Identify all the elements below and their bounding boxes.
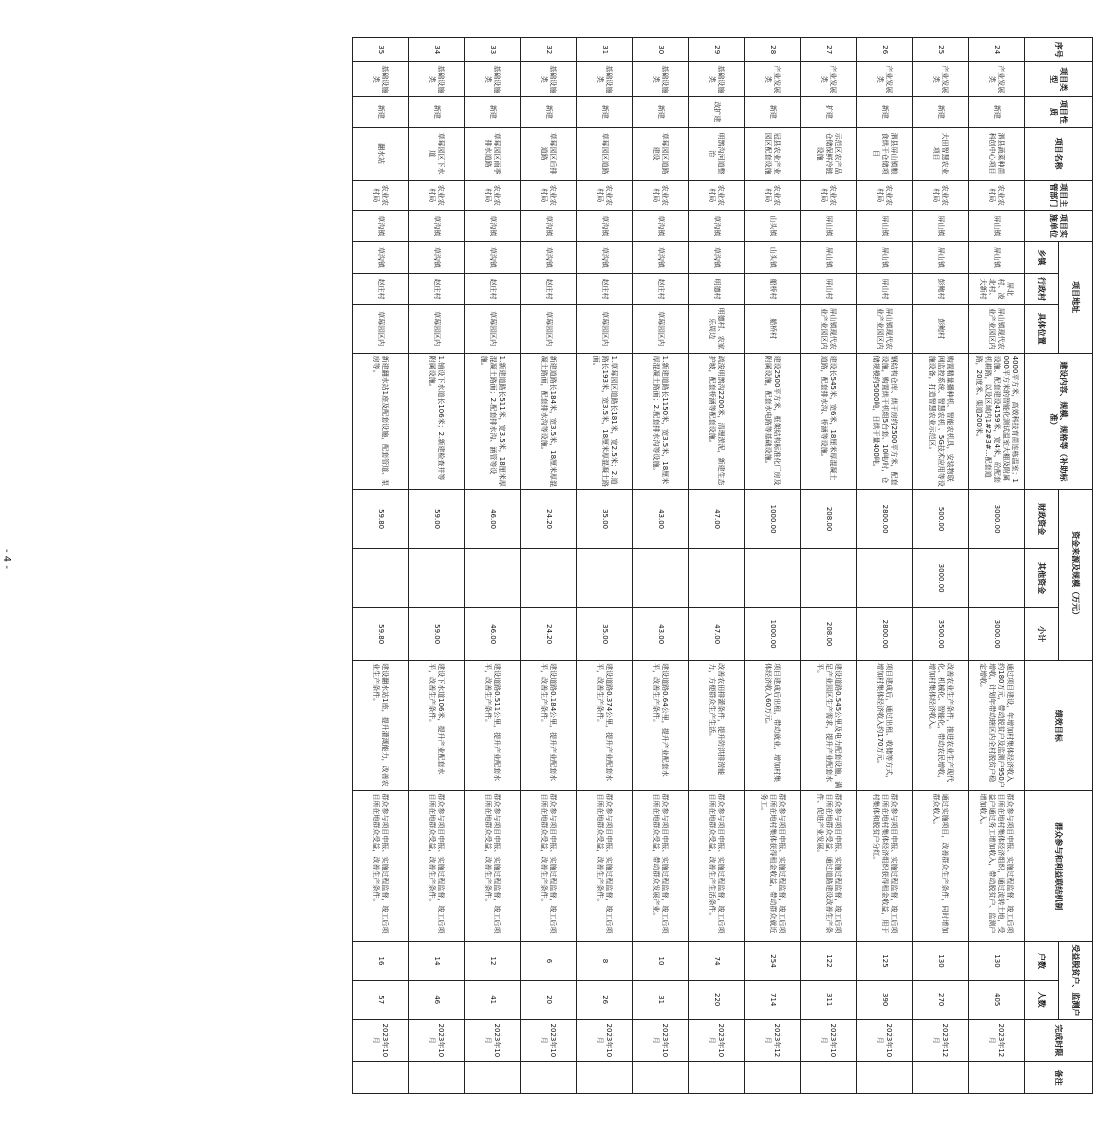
cell-households: 125 (857, 942, 913, 981)
cell-people: 220 (689, 980, 745, 1019)
cell-impl: 屏山镇 (913, 211, 969, 242)
cell-impl: 屏山镇 (857, 211, 913, 242)
cell-content: 购置精量播种机、智能农机具，安装物联网监控系统、智慧农机 、5G技术应用等设施设备，打造智慧农业示范区。 (913, 353, 969, 489)
cell-other (857, 549, 913, 608)
cell-total: 47.00 (689, 608, 745, 661)
cell-mechanism: 群众参与项目申报、实施过程监督，竣工后项目所在地群众受益，通过道路建设改善生产条件、促进产业发展。 (801, 791, 857, 942)
cell-village: 明德村 (689, 274, 745, 305)
cell-name: 草莓园区下水道 (409, 127, 465, 180)
cell-people: 57 (353, 980, 409, 1019)
cell-people: 405 (969, 980, 1025, 1019)
cell-dept: 农业农村局 (969, 180, 1025, 211)
cell-village: 屏北村、凌北村、大新村 (969, 274, 1025, 305)
cell-seq: 25 (913, 38, 969, 62)
cell-nature: 新建 (353, 97, 409, 128)
cell-completion: 2023年10月 (521, 1019, 577, 1062)
header-nature: 项目性质 (1025, 97, 1093, 128)
cell-fiscal: 2800.00 (857, 490, 913, 549)
cell-village: 赵庄村 (577, 274, 633, 305)
table-row (801, 38, 857, 1094)
cell-content: 1.铺设下水道长106米；2.新建检查井等附属设施。 (409, 353, 465, 489)
cell-remark (689, 1062, 745, 1094)
cell-village: 屏山村 (857, 274, 913, 305)
cell-village: 赵庄村 (465, 274, 521, 305)
cell-people: 46 (409, 980, 465, 1019)
cell-remark (465, 1062, 521, 1094)
cell-name: 草莓园区后排道路 (521, 127, 577, 180)
cell-other (633, 549, 689, 608)
page-number: - 4 - (1, 549, 12, 569)
header-goal: 绩效目标 (1025, 661, 1093, 791)
table-body (353, 38, 1025, 1094)
cell-mechanism: 群众参与项目申报、实施过程监督，竣工后项目所在地村集体经济组织，通过流转土地，受益户通过务工增加收入，带动脱贫户、监测户增加收入。 (969, 791, 1025, 942)
cell-town: 草沟镇 (409, 241, 465, 274)
cell-remark (409, 1062, 465, 1094)
cell-content: 1.新建道路长511米，宽3.5米，18厘米厚混凝土路面；2.配套排水沟、涵管等设施。 (465, 353, 521, 489)
cell-fiscal: 46.00 (465, 490, 521, 549)
header-dept: 项目主管部门 (1025, 180, 1093, 211)
cell-completion: 2023年10月 (689, 1019, 745, 1062)
cell-seq: 26 (857, 38, 913, 62)
cell-mechanism: 群众参与项目申报、实施过程监督，竣工后项目所在地群众受益，改善生产条件。 (409, 791, 465, 942)
cell-people: 311 (801, 980, 857, 1019)
table-row (745, 38, 801, 1094)
cell-goal: 通过项目建设，年增加村集体经济收入约180万元，带动脱贫户及监测户950户增收，计划年带动辖区内全村脱贫户稳定增收。 (969, 661, 1025, 791)
cell-fiscal: 59.80 (353, 490, 409, 549)
header-completion: 完成时限 (1025, 1019, 1093, 1062)
cell-total: 1000.00 (745, 608, 801, 661)
cell-village: 赵庄村 (633, 274, 689, 305)
cell-fiscal: 500.00 (913, 490, 969, 549)
cell-nature: 新建 (577, 97, 633, 128)
cell-mechanism: 群众参与项目申报、实施过程监督，竣工后项目所在地群众受益，改善生产条件。 (353, 791, 409, 942)
cell-other (745, 549, 801, 608)
cell-other: 3000.00 (913, 549, 969, 608)
table-row (913, 38, 969, 1094)
cell-type: 产业发展类 (969, 62, 1025, 97)
cell-type: 基础设施类 (465, 62, 521, 97)
cell-dept: 农业农村局 (353, 180, 409, 211)
cell-nature: 新建 (857, 97, 913, 128)
cell-goal: 项目建成后，通过出租、收储等方式，增加村集体经济收入约170万元。 (857, 661, 913, 791)
cell-people: 390 (857, 980, 913, 1019)
cell-content: 1.新建道路长1150米，宽3.5米，18厘米厚混凝土路面；2.配套排水沟等设施。 (633, 353, 689, 489)
cell-other (409, 549, 465, 608)
cell-remark (913, 1062, 969, 1094)
cell-fiscal: 47.00 (689, 490, 745, 549)
cell-name: 泗县屏山镇粮食烘干仓储项目 (857, 127, 913, 180)
cell-completion: 2023年10月 (353, 1019, 409, 1062)
header-content: 建设内容、规模、规格等（补助标准） (1025, 353, 1093, 489)
header-remark: 备注 (1025, 1062, 1093, 1094)
cell-goal: 建设下水道106米，提升产业配套水平，改善生产条件。 (409, 661, 465, 791)
cell-type: 产业发展类 (857, 62, 913, 97)
cell-site: 屏山镇现代农业产业园区内 (857, 304, 913, 353)
cell-seq: 33 (465, 38, 521, 62)
header-impl: 项目实施单位 (1025, 211, 1093, 242)
cell-remark (577, 1062, 633, 1094)
cell-impl: 草沟镇 (353, 211, 409, 242)
cell-nature: 新建 (521, 97, 577, 128)
cell-people: 31 (633, 980, 689, 1019)
cell-name: 草莓园区道路 (577, 127, 633, 180)
cell-completion: 2023年12月 (745, 1019, 801, 1062)
cell-content: 4000平方米，高效科技育苗连栋温室；1000平方米的智能化测试温室大棚及附属设施、配套建设4159米，宽4米，砼配套机耕路，以及区域内1#2#3#…配套道路，20度米、渠道200米。 (969, 353, 1025, 489)
cell-nature: 扩建 (801, 97, 857, 128)
header-row-1 (1059, 38, 1093, 1094)
cell-mechanism: 群众参与项目申报、实施过程监督，竣工后项目所在地村集体获得租金收益，带动群众就近务工。 (745, 791, 801, 942)
cell-seq: 32 (521, 38, 577, 62)
cell-mechanism: 群众参与项目申报、实施过程监督，竣工后项目所在地群众受益，改善生产条件。 (577, 791, 633, 942)
cell-site: 屏山镇现代农业产业园区内 (969, 304, 1025, 353)
cell-dept: 农业农村局 (857, 180, 913, 211)
cell-completion: 2023年10月 (801, 1019, 857, 1062)
cell-dept: 农业农村局 (745, 180, 801, 211)
cell-town: 草沟镇 (577, 241, 633, 274)
header-funds: 资金来源及规模（万元） (1059, 490, 1093, 661)
cell-fiscal: 43.00 (633, 490, 689, 549)
cell-impl: 山头镇 (745, 211, 801, 242)
cell-completion: 2023年12月 (969, 1019, 1025, 1062)
cell-impl: 草沟镇 (521, 211, 577, 242)
cell-total: 46.00 (465, 608, 521, 661)
cell-seq: 35 (353, 38, 409, 62)
cell-remark (745, 1062, 801, 1094)
cell-goal: 改善农业生产条件，推进农业生产现代化、机械化、智能化，带动农民增收，增加村集体经济收入。 (913, 661, 969, 791)
cell-goal: 建设翻水站1座，提升灌溉能力，改善农业生产条件。 (353, 661, 409, 791)
cell-households: 14 (409, 942, 465, 981)
header-location: 项目地址 (1059, 241, 1093, 353)
cell-mechanism: 群众参与项目申报、实施过程监督，竣工后项目所在地村集体经济组织获得租金收益，用于村集体和脱贫户分红。 (857, 791, 913, 942)
header-seq: 序号 (1025, 38, 1093, 62)
cell-town: 山头镇 (745, 241, 801, 274)
header-town: 乡镇 (1025, 241, 1059, 274)
cell-other (353, 549, 409, 608)
cell-type: 产业发展类 (801, 62, 857, 97)
cell-dept: 农业农村局 (801, 180, 857, 211)
cell-type: 基础设施类 (409, 62, 465, 97)
cell-households: 130 (969, 942, 1025, 981)
cell-total: 59.00 (409, 608, 465, 661)
cell-content: 疏浚明鹊沟2200米，清理淤泥，新建生态护坡，配套桥涵等配套设施。 (689, 353, 745, 489)
cell-impl: 草沟镇 (465, 211, 521, 242)
cell-name: 示范区农产品仓储保鲜冷链设施 (801, 127, 857, 180)
cell-seq: 24 (969, 38, 1025, 62)
cell-name: 明鹊沟河道整治 (689, 127, 745, 180)
cell-fiscal: 35.00 (577, 490, 633, 549)
header-beneficiary: 受益脱贫户、监测户 (1059, 942, 1093, 1019)
cell-households: 130 (913, 942, 969, 981)
header-other: 其他资金 (1025, 549, 1059, 608)
cell-village: 赵庄村 (353, 274, 409, 305)
cell-type: 基础设施类 (577, 62, 633, 97)
cell-type: 基础设施类 (521, 62, 577, 97)
cell-nature: 新建 (745, 97, 801, 128)
cell-dept: 农业农村局 (521, 180, 577, 211)
cell-mechanism: 群众参与项目申报、实施过程监督，竣工后项目所在地群众受益，改善生产条件。 (465, 791, 521, 942)
header-name: 项目名称 (1025, 127, 1093, 180)
cell-other (521, 549, 577, 608)
cell-name: 冠县农业产业园区配套设施 (745, 127, 801, 180)
cell-goal: 改善农田排灌条件，提升防洪排涝能力，方便群众生产生活。 (689, 661, 745, 791)
cell-site: 草莓园区内 (521, 304, 577, 353)
cell-remark (633, 1062, 689, 1094)
cell-town: 屏山镇 (857, 241, 913, 274)
cell-total: 35.00 (577, 608, 633, 661)
cell-village: 船桥村 (745, 274, 801, 305)
cell-households: 6 (521, 942, 577, 981)
table-row (353, 38, 409, 1094)
cell-impl: 屏山镇 (801, 211, 857, 242)
cell-remark (857, 1062, 913, 1094)
cell-mechanism: 群众参与项目申报、实施过程监督，竣工后项目所在地群众受益，带动群众发展产业。 (633, 791, 689, 942)
cell-nature: 新建 (409, 97, 465, 128)
cell-total: 3000.00 (969, 608, 1025, 661)
table-row (969, 38, 1025, 1094)
cell-other (689, 549, 745, 608)
cell-name: 泗县蔬菜种苗科创中心项目 (969, 127, 1025, 180)
cell-type: 基础设施类 (353, 62, 409, 97)
cell-content: 建设长545米，宽6米，18厘米厚混凝土道路，配套排水沟、桥涵等设施。 (801, 353, 857, 489)
cell-households: 10 (633, 942, 689, 981)
cell-town: 草沟镇 (633, 241, 689, 274)
cell-impl: 草沟镇 (409, 211, 465, 242)
cell-completion: 2023年10月 (465, 1019, 521, 1062)
cell-nature: 新建 (969, 97, 1025, 128)
cell-content: 新建翻水站1座及配套设施，配套管道、泵房等。 (353, 353, 409, 489)
header-total: 小计 (1025, 608, 1059, 661)
cell-remark (521, 1062, 577, 1094)
cell-people: 41 (465, 980, 521, 1019)
cell-town: 草沟镇 (521, 241, 577, 274)
cell-completion: 2023年10月 (633, 1019, 689, 1062)
cell-mechanism: 群众参与项目申报、实施过程监督，竣工后项目所在地群众受益，改善生产生活条件。 (689, 791, 745, 942)
cell-site: 草莓园区内 (577, 304, 633, 353)
cell-name: 草莓园区道路建设 (633, 127, 689, 180)
cell-completion: 2023年10月 (409, 1019, 465, 1062)
cell-site: 草莓园区内 (353, 304, 409, 353)
cell-other (465, 549, 521, 608)
cell-other (577, 549, 633, 608)
cell-type: 基础设施类 (633, 62, 689, 97)
table-row (633, 38, 689, 1094)
cell-households: 122 (801, 942, 857, 981)
cell-fiscal: 1000.00 (745, 490, 801, 549)
cell-dept: 农业农村局 (465, 180, 521, 211)
cell-town: 屏山镇 (801, 241, 857, 274)
cell-site: 彭鲍村 (913, 304, 969, 353)
cell-content: 新建道路长184米，宽3.5米，18厘米厚混凝土路面，配套排水沟等设施。 (521, 353, 577, 489)
cell-impl: 屏山镇 (969, 211, 1025, 242)
cell-goal: 项目建成后出租，带动就业，增加村集体经济收入60万元。 (745, 661, 801, 791)
cell-site: 草莓园区内 (633, 304, 689, 353)
cell-nature: 新建 (465, 97, 521, 128)
cell-total: 3500.00 (913, 608, 969, 661)
cell-remark (801, 1062, 857, 1094)
cell-goal: 建设道路0.184公里，提升产业配套水平，改善生产条件。 (521, 661, 577, 791)
header-mechanism: 群众参与和利益联结机制 (1025, 791, 1093, 942)
cell-dept: 农业农村局 (577, 180, 633, 211)
cell-people: 714 (745, 980, 801, 1019)
cell-people: 20 (521, 980, 577, 1019)
cell-households: 254 (745, 942, 801, 981)
cell-fiscal: 208.00 (801, 490, 857, 549)
cell-total: 43.00 (633, 608, 689, 661)
cell-seq: 28 (745, 38, 801, 62)
cell-name: 草莓园区雨季排水道路 (465, 127, 521, 180)
header-type: 项目类型 (1025, 62, 1093, 97)
cell-name: 大田智慧农业项目 (913, 127, 969, 180)
cell-type: 产业发展类 (913, 62, 969, 97)
table-row (689, 38, 745, 1094)
table-row (577, 38, 633, 1094)
cell-households: 16 (353, 942, 409, 981)
cell-mechanism: 群众参与项目申报、实施过程监督，竣工后项目所在地群众受益，改善生产条件。 (521, 791, 577, 942)
cell-content: 钢结构仓库、烘干房约2500平方米，配套设施，购置烘干机组5台套、10吨/时，仓储规模约5000吨，日烘干量400吨。 (857, 353, 913, 489)
cell-seq: 27 (801, 38, 857, 62)
header-village: 行政村 (1025, 274, 1059, 305)
cell-remark (353, 1062, 409, 1094)
cell-seq: 30 (633, 38, 689, 62)
cell-town: 屏山镇 (969, 241, 1025, 274)
cell-households: 8 (577, 942, 633, 981)
cell-content: 1.草莓园区道路长181米，宽2.5米；2.道路长193米，宽3.5米，18厘米厚混凝土路面。 (577, 353, 633, 489)
cell-site: 明德村、农家乐周边 (689, 304, 745, 353)
header-households: 户数 (1025, 942, 1059, 981)
cell-total: 24.20 (521, 608, 577, 661)
table-row (465, 38, 521, 1094)
cell-other (969, 549, 1025, 608)
cell-town: 草沟镇 (689, 241, 745, 274)
cell-mechanism: 通过实施项目，改善群众生产条件，同时增加群众收入。 (913, 791, 969, 942)
cell-type: 基础设施类 (689, 62, 745, 97)
cell-site: 船桥村 (745, 304, 801, 353)
rotated-table-container (372, 37, 1093, 1094)
cell-impl: 草沟镇 (689, 211, 745, 242)
cell-dept: 农业农村局 (913, 180, 969, 211)
cell-impl: 草沟镇 (577, 211, 633, 242)
cell-village: 赵庄村 (521, 274, 577, 305)
cell-name: 翻水站 (353, 127, 409, 180)
cell-completion: 2023年10月 (857, 1019, 913, 1062)
cell-dept: 农业农村局 (409, 180, 465, 211)
header-fiscal: 财政资金 (1025, 490, 1059, 549)
cell-fiscal: 59.00 (409, 490, 465, 549)
cell-nature: 新建 (633, 97, 689, 128)
cell-people: 26 (577, 980, 633, 1019)
cell-goal: 建设道路0.64公里，提升产业配套水平，改善生产条件。 (633, 661, 689, 791)
cell-people: 270 (913, 980, 969, 1019)
cell-goal: 建设道路0.374公里，提升产业配套水平，改善生产条件。 (577, 661, 633, 791)
cell-other (801, 549, 857, 608)
table-row (409, 38, 465, 1094)
cell-site: 草莓园区内 (465, 304, 521, 353)
project-table (352, 37, 1093, 1094)
cell-seq: 34 (409, 38, 465, 62)
cell-remark (969, 1062, 1025, 1094)
cell-site: 草莓园区内 (409, 304, 465, 353)
cell-fiscal: 3000.00 (969, 490, 1025, 549)
header-people: 人数 (1025, 980, 1059, 1019)
table-row (857, 38, 913, 1094)
cell-goal: 建设道路0.511公里，提升产业配套水平，改善生产条件。 (465, 661, 521, 791)
cell-seq: 29 (689, 38, 745, 62)
cell-nature: 新建 (913, 97, 969, 128)
cell-village: 屏山村 (801, 274, 857, 305)
cell-households: 12 (465, 942, 521, 981)
cell-households: 74 (689, 942, 745, 981)
cell-town: 草沟镇 (465, 241, 521, 274)
cell-fiscal: 24.20 (521, 490, 577, 549)
cell-total: 59.80 (353, 608, 409, 661)
cell-completion: 2023年12月 (913, 1019, 969, 1062)
cell-dept: 农业农村局 (633, 180, 689, 211)
cell-site: 屏山镇现代农业产业园区内 (801, 304, 857, 353)
header-site: 具体位置 (1025, 304, 1059, 353)
cell-total: 2800.00 (857, 608, 913, 661)
cell-seq: 31 (577, 38, 633, 62)
cell-total: 208.00 (801, 608, 857, 661)
cell-goal: 建设道路0.545公里及电力配套设施，满足产业园区生产需求，提升产业配套水平。 (801, 661, 857, 791)
cell-completion: 2023年10月 (577, 1019, 633, 1062)
cell-village: 彭鲍村 (913, 274, 969, 305)
cell-dept: 农业农村局 (689, 180, 745, 211)
cell-town: 屏山镇 (913, 241, 969, 274)
cell-nature: 改扩建 (689, 97, 745, 128)
cell-impl: 草沟镇 (633, 211, 689, 242)
cell-village: 赵庄村 (409, 274, 465, 305)
cell-type: 产业发展类 (745, 62, 801, 97)
cell-town: 草沟镇 (353, 241, 409, 274)
cell-content: 建设2500平方米，框架结构标准化厂房及附属设施，配套水电路等基础设施。 (745, 353, 801, 489)
table-row (521, 38, 577, 1094)
